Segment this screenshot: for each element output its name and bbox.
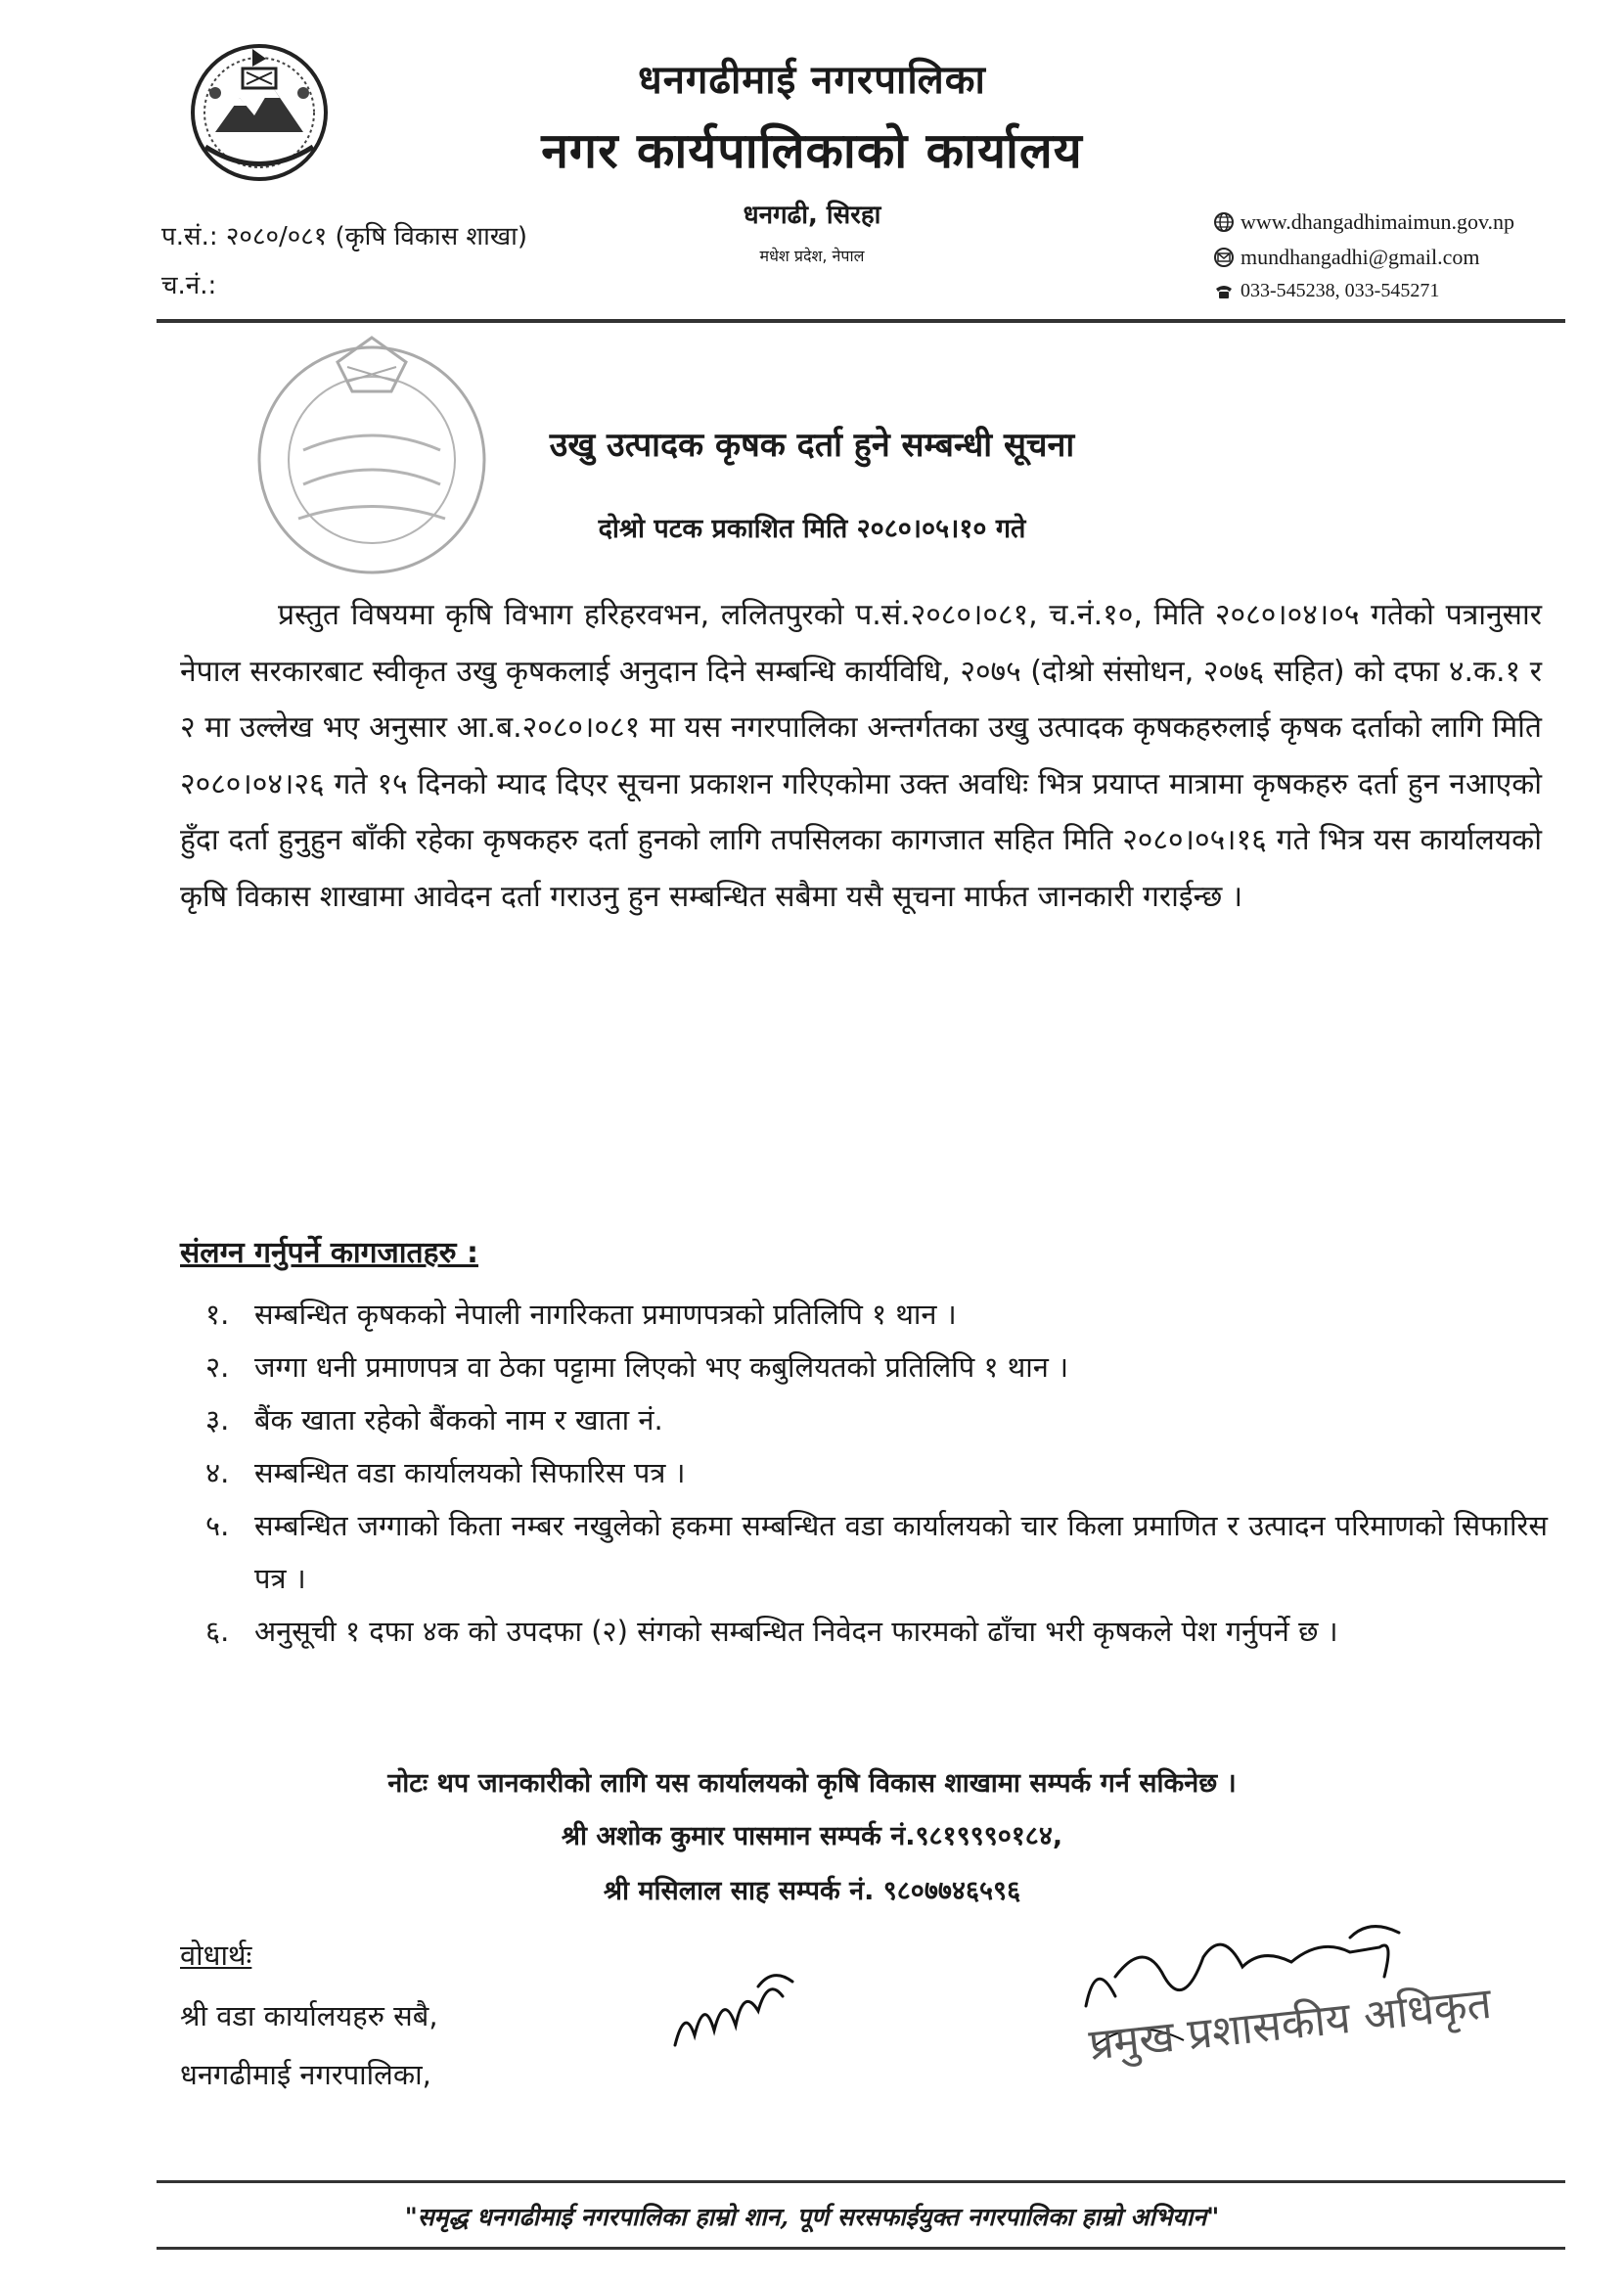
list-item — [205, 1605, 1548, 1658]
list-item-number: ३. — [205, 1403, 230, 1437]
list-item-text: बैंक खाता रहेको बैंकको नाम र खाता नं. — [254, 1403, 663, 1437]
notice-title: उखु उत्पादक कृषक दर्ता हुने सम्बन्धी सूचना — [549, 426, 1075, 465]
list-item-number: ५. — [205, 1509, 230, 1542]
website-link[interactable]: www.dhangadhimaimun.gov.np — [1241, 209, 1515, 234]
website-row — [1213, 209, 1514, 235]
office-location: धनगढी, सिरहा — [743, 201, 881, 230]
list-item-text: सम्बन्धित कृषकको नेपाली नागरिकता प्रमाणपत्रको प्रतिलिपि १ थान । — [254, 1298, 957, 1331]
footer-divider-bottom — [157, 2247, 1565, 2250]
list-item-text: सम्बन्धित वडा कार्यालयको सिफारिस पत्र । — [254, 1456, 686, 1489]
recipient-line-2: धनगढीमाई नगरपालिका, — [180, 2058, 431, 2091]
recipient-line-1: श्री वडा कार्यालयहरु सबै, — [180, 1999, 438, 2032]
municipality-name: धनगढीमाई नगरपालिका — [638, 58, 986, 103]
contact-person-2: श्री मसिलाल साह सम्पर्क नं. ९८०७७४६५९६ — [603, 1876, 1021, 1906]
initials-signature-icon — [665, 1957, 802, 2065]
list-item-number: ४. — [205, 1456, 230, 1489]
office-name: नगर कार्यपालिकाको कार्यालय — [541, 122, 1083, 179]
list-item — [205, 1393, 1548, 1446]
list-item-text: सम्बन्धित जग्गाको किता नम्बर नखुलेको हकमा सम्बन्धित वडा कार्यालयको चार किला प्रमाणित र उत्पादन परिमाणको सिफारिस पत्र । — [254, 1509, 1548, 1595]
required-documents-list — [205, 1288, 1548, 1658]
list-item — [205, 1446, 1548, 1499]
footer-slogan: "समृद्ध धनगढीमाई नगरपालिका हाम्रो शान, पूर्ण सरसफाईयुक्त नगरपालिका हाम्रो अभियान" — [404, 2203, 1220, 2231]
email-icon — [1213, 247, 1235, 268]
footer-divider-top — [157, 2180, 1565, 2183]
list-item — [205, 1288, 1548, 1341]
phone-numbers: 033-545238, 033-545271 — [1241, 280, 1440, 301]
list-item-number: २. — [205, 1350, 230, 1384]
phone-row — [1213, 280, 1439, 302]
phone-icon — [1213, 281, 1235, 302]
notice-body: प्रस्तुत विषयमा कृषि विभाग हरिहरवभन, ललितपुरको प.सं.२०८०।०८१, च.नं.१०, मिति २०८०।०४।०५ गतेको पत्रानुसार नेपाल सरकारबाट स्वीकृत उखु कृषकलाई अनुदान दिने सम्बन्धि कार्यविधि, २०७५ (दोश्रो संसोधन, २०७६ सहित) को दफा ४.क.१ र २ मा उल्लेख भए अनुसार आ.ब.२०८०।०८१ मा यस नगरपालिका अन्तर्गतका उखु उत्पादक कृषकहरुलाई कृषक दर्ताको लागि मिति २०८०।०४।२६ गते १५ दिनको म्याद दिएर सूचना प्रकाशन गरिएकोमा उक्त अवधिः भित्र प्रयाप्त मात्रामा कृषकहरु दर्ता हुन नआएको हुँदा दर्ता हुनुहुन बाँकी रहेका कृषकहरु दर्ता हुनको लागि तपसिलका कागजात सहित मिति २०८०।०५।१६ गते भित्र यस कार्यालयको कृषि विकास शाखामा आवेदन दर्ता गराउनु हुन सम्बन्धित सबैमा यसै सूचना मार्फत जानकारी गराईन्छ । — [180, 598, 1542, 914]
reference-number: प.सं.: २०८०/०८१ (कृषि विकास शाखा) — [161, 222, 527, 251]
notice-subtitle: दोश्रो पटक प्रकाशित मिति २०८०।०५।१० गते — [598, 514, 1026, 544]
list-item-number: १. — [205, 1298, 230, 1331]
dispatch-number: च.नं.: — [161, 271, 217, 300]
designation-stamp: प्रमुख प्रशासकीय अधिकृत — [1086, 1978, 1494, 2071]
recipients-heading: वोधार्थः — [180, 1939, 252, 1972]
email-row — [1213, 245, 1480, 270]
list-item-number: ६. — [205, 1615, 230, 1648]
list-item-text: अनुसूची १ दफा ४क को उपदफा (२) संगको सम्बन्धित निवेदन फारमको ढाँचा भरी कृषकले पेश गर्नुपर्ने छ । — [254, 1615, 1338, 1648]
office-province: मधेश प्रदेश, नेपाल — [759, 247, 865, 265]
contact-note: नोटः थप जानकारीको लागि यस कार्यालयको कृषि विकास शाखामा सम्पर्क गर्न सकिनेछ । — [387, 1768, 1237, 1799]
contact-person-1: श्री अशोक कुमार पासमान सम्पर्क नं.९८१९९९०१८४, — [561, 1821, 1063, 1851]
list-item — [205, 1341, 1548, 1393]
globe-icon — [1213, 211, 1235, 233]
list-item-text: जग्गा धनी प्रमाणपत्र वा ठेका पट्टामा लिएको भए कबुलियतको प्रतिलिपि १ थान । — [254, 1350, 1069, 1384]
docs-heading: संलग्न गर्नुपर्ने कागजातहरु : — [180, 1236, 478, 1270]
email-link[interactable]: mundhangadhi@gmail.com — [1241, 245, 1480, 269]
list-item — [205, 1499, 1548, 1605]
